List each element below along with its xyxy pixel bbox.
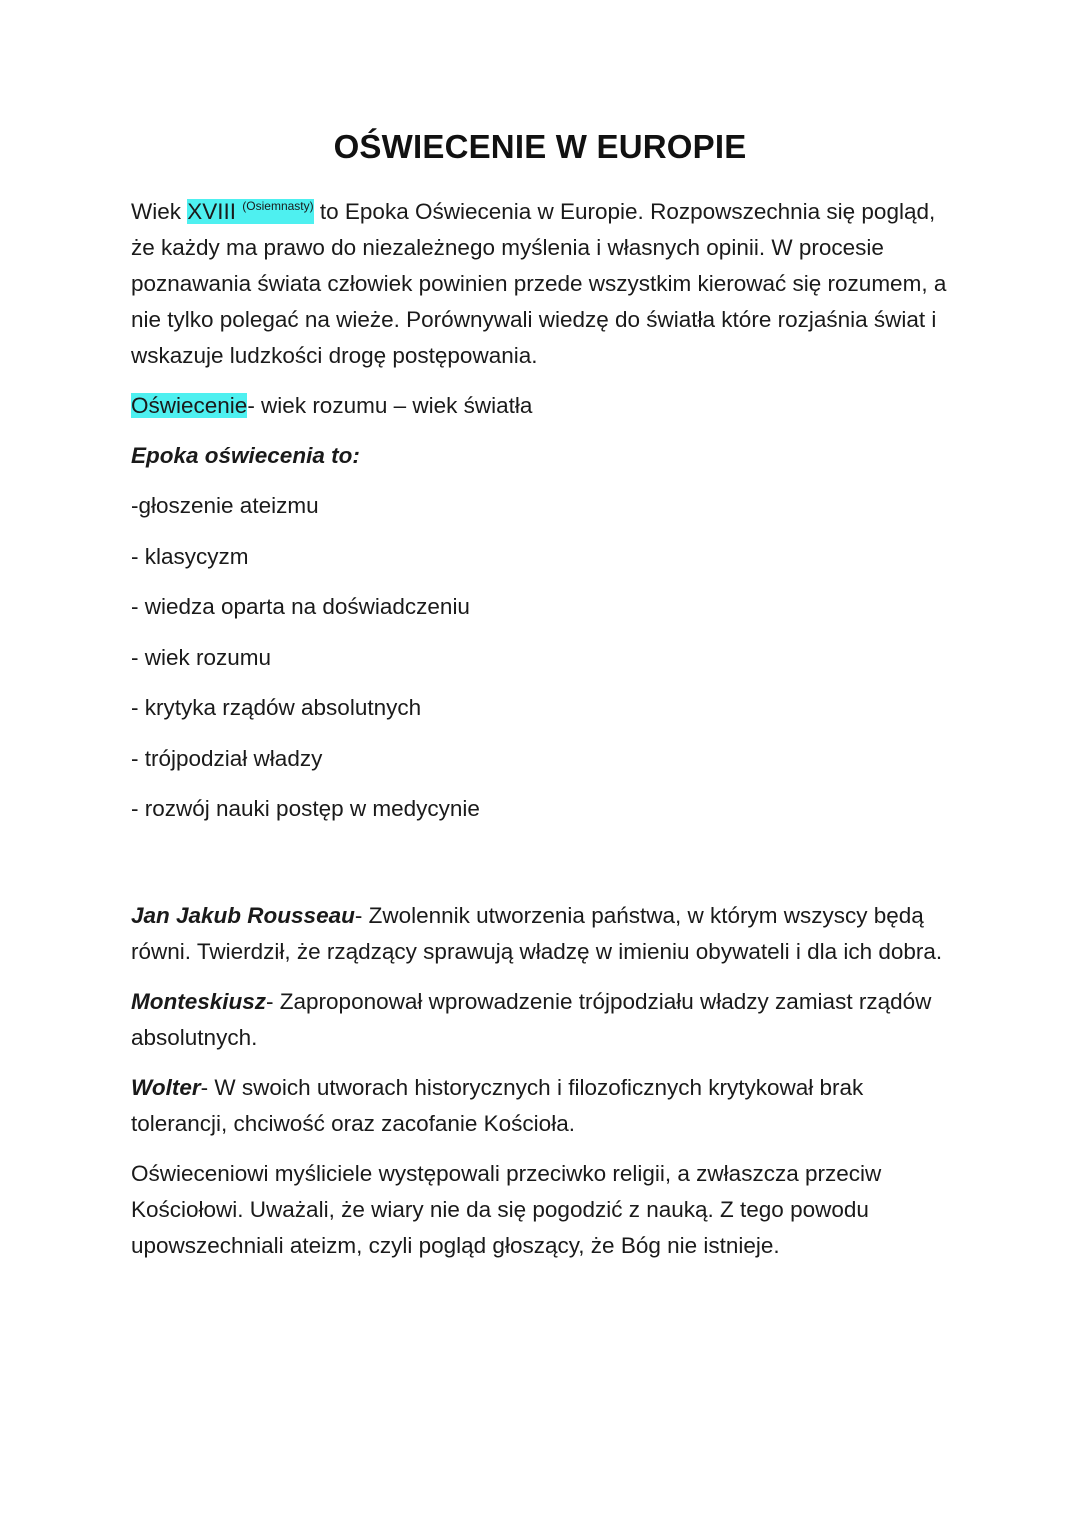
person-description: - W swoich utworach historycznych i filozoficznych krytykował brak tolerancji, chciwość oraz zacofanie Kościoła. (131, 1074, 864, 1136)
century-note: (Osiemnasty) (242, 199, 314, 213)
list-item: - wiek rozumu (131, 644, 272, 670)
person-name: Monteskiusz (131, 988, 267, 1014)
list-item: - trójpodział władzy (131, 745, 323, 771)
intro-paragraph (131, 194, 951, 374)
feature-list (131, 488, 951, 827)
person-description: - Zaproponował wprowadzenie trójpodziału władzy zamiast rządów absolutnych. (131, 988, 932, 1050)
list-item: - klasycyzm (131, 543, 249, 569)
page-title: OŚWIECENIE W EUROPIE (333, 128, 747, 165)
list-item: - wiedza oparta na doświadczeniu (131, 594, 470, 619)
list-item: - rozwój nauki postęp w medycynie (131, 796, 480, 821)
person-name: Jan Jakub Rousseau (131, 902, 355, 928)
highlighted-century (187, 199, 313, 224)
century-label: XVIII (187, 199, 237, 224)
intro-text-start: Wiek (131, 199, 188, 224)
document-body (131, 194, 951, 1264)
highlighted-term: Oświecenie (131, 393, 248, 418)
person-wolter (131, 1070, 951, 1142)
person-rousseau (131, 898, 951, 970)
closing-paragraph: Oświeceniowi myśliciele występowali przeciwko religii, a zwłaszcza przeciw Kościołowi. Uważali, że wiary nie da się pogodzić z nauką. Z tego powodu upowszechniali ateizm, czyli pogląd głoszący, że Bóg nie istnieje. (131, 1160, 882, 1258)
list-item: - krytyka rządów absolutnych (131, 695, 422, 720)
person-description: - Zwolennik utworzenia państwa, w którym wszyscy będą równi. Twierdził, że rządzący sprawują władzę w imieniu obywateli i dla ich dobra. (131, 902, 943, 964)
person-name: Wolter (131, 1074, 201, 1100)
spacer (131, 842, 951, 898)
person-monteskiusz (131, 984, 951, 1056)
list-item: -głoszenie ateizmu (131, 493, 319, 518)
intro-text-rest: to Epoka Oświecenia w Europie. Rozpowszechnia się pogląd, że każdy ma prawo do niezależnego myślenia i własnych opinii. W procesie poznawania świata człowiek powinien przede wszystkim kierować się rozumem, a nie tylko polegać na wieże. Porównywali wiedzę do światła które rozjaśnia świat i wskazuje ludzkości drogę postępowania. (131, 199, 947, 368)
definition-text: - wiek rozumu – wiek światła (247, 393, 533, 418)
definition-line (131, 388, 951, 424)
section-heading: Epoka oświecenia to: (131, 443, 360, 468)
